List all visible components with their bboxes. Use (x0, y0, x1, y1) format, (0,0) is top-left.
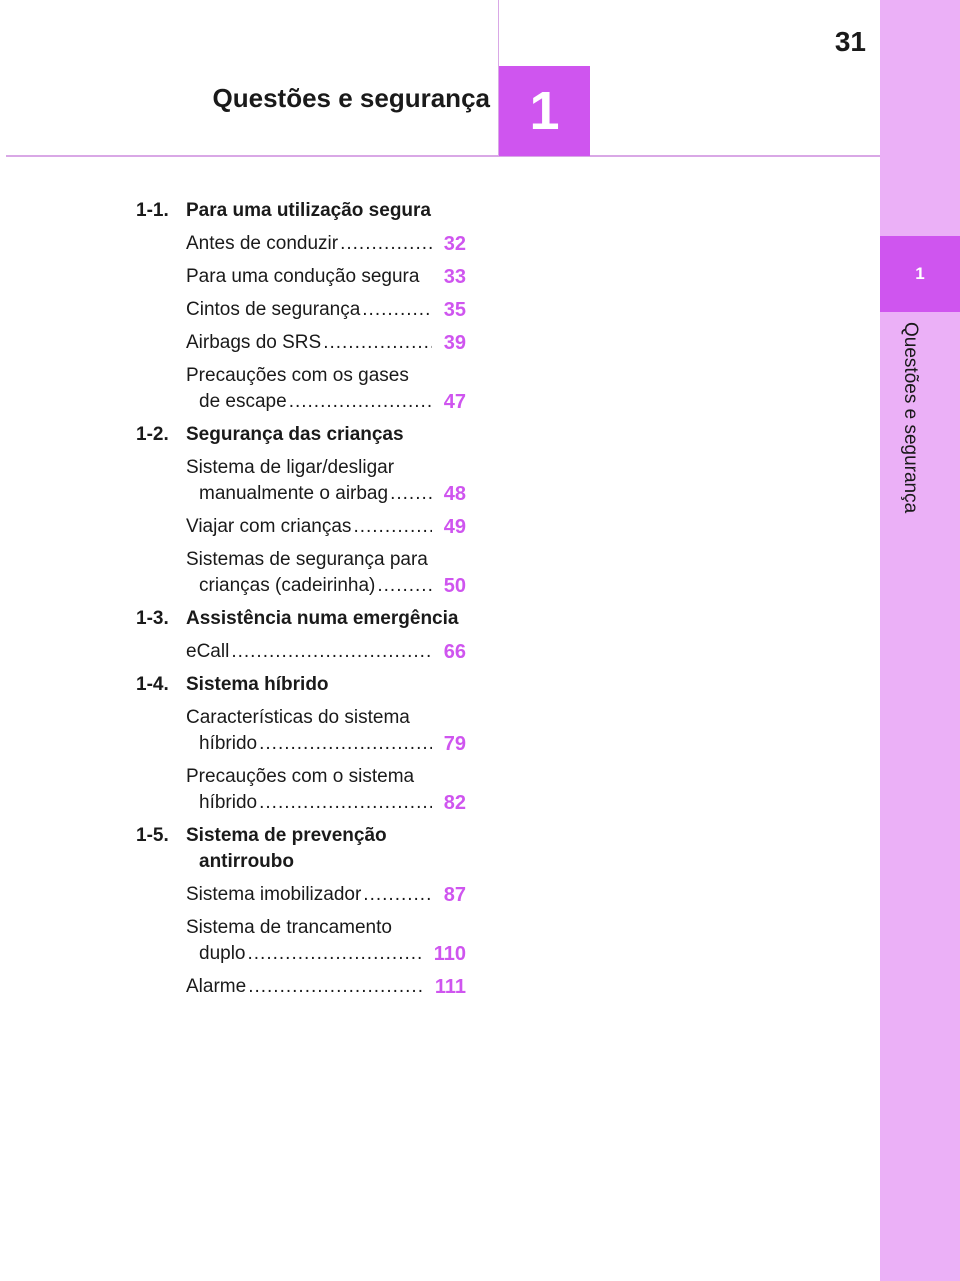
toc-entry[interactable] (186, 231, 466, 257)
entry-page[interactable]: 87 (443, 884, 466, 906)
entry-text: Airbags do SRS (186, 332, 322, 353)
entry-text: Viajar com crianças (186, 516, 352, 537)
toc-entry[interactable] (186, 514, 466, 540)
entry-text: duplo (199, 943, 246, 964)
entry-text: Para uma condução segura (186, 266, 420, 287)
entry-text: Cintos de segurança (186, 299, 361, 320)
leader-dots (340, 231, 432, 257)
section-number: 1-2. (136, 424, 169, 445)
entry-text-line1: Precauções com os gases (186, 365, 409, 386)
side-tab-strip (880, 0, 960, 1281)
leader-dots (259, 790, 432, 816)
entry-text: de escape (199, 391, 287, 412)
chapter-title: Questões e segurança (212, 83, 490, 113)
entry-page[interactable]: 32 (443, 233, 466, 255)
entry-page[interactable]: 82 (443, 792, 466, 814)
leader-dots (353, 514, 432, 540)
entry-page[interactable]: 47 (443, 391, 466, 413)
leader-dots (289, 389, 432, 415)
section-title-line2: antirroubo (199, 851, 294, 872)
leader-dots (248, 974, 422, 1000)
side-tab-label: Questões e segurança (900, 322, 921, 514)
entry-text-line1: Sistema de ligar/desligar (186, 457, 395, 478)
entry-text: Sistema imobilizador (186, 884, 362, 905)
entry-text-line1: Sistemas de segurança para (186, 549, 428, 570)
section-number: 1-5. (136, 825, 169, 846)
entry-text: manualmente o airbag (199, 483, 389, 504)
toc-entry[interactable] (186, 882, 466, 908)
header-divider-horizontal (6, 155, 880, 157)
chapter-side-tab[interactable] (880, 236, 960, 312)
table-of-contents (136, 198, 466, 1007)
leader-dots (390, 481, 432, 507)
entry-page[interactable]: 39 (443, 332, 466, 354)
leader-dots (323, 330, 432, 356)
leader-dots (248, 941, 423, 967)
toc-entry[interactable] (186, 974, 466, 1000)
leader-dots (259, 731, 432, 757)
toc-entry[interactable] (186, 363, 466, 415)
entry-text: Antes de conduzir (186, 233, 339, 254)
toc-section (136, 606, 466, 632)
toc-entry[interactable] (186, 297, 466, 323)
entry-text: crianças (cadeirinha) (199, 575, 376, 596)
toc-section (136, 672, 466, 698)
leader-dots (231, 639, 432, 665)
section-number: 1-4. (136, 674, 169, 695)
entry-text-line1: Características do sistema (186, 707, 410, 728)
entry-page[interactable]: 66 (443, 641, 466, 663)
side-tab-number: 1 (915, 264, 925, 283)
toc-entry[interactable] (186, 455, 466, 507)
entry-text-line1: Sistema de trancamento (186, 917, 392, 938)
toc-section (136, 198, 466, 224)
entry-page[interactable]: 35 (443, 299, 466, 321)
entry-page[interactable]: 110 (433, 943, 466, 965)
chapter-number: 1 (529, 81, 560, 141)
section-number: 1-1. (136, 200, 169, 221)
entry-text: híbrido (199, 792, 258, 813)
toc-entry[interactable] (186, 330, 466, 356)
chapter-number-box (499, 66, 590, 156)
section-title: Assistência numa emergência (186, 608, 459, 629)
toc-section (136, 823, 466, 875)
entry-text-line1: Precauções com o sistema (186, 766, 415, 787)
entry-text: Alarme (186, 976, 247, 997)
toc-entry[interactable] (186, 705, 466, 757)
leader-dots (377, 573, 432, 599)
toc-entry[interactable] (186, 264, 466, 290)
entry-text: híbrido (199, 733, 258, 754)
entry-page[interactable]: 48 (443, 483, 466, 505)
toc-section (136, 422, 466, 448)
toc-entry[interactable] (186, 639, 466, 665)
section-number: 1-3. (136, 608, 169, 629)
page-number: 31 (834, 26, 866, 57)
entry-page[interactable]: 50 (443, 575, 466, 597)
section-title: Para uma utilização segura (186, 200, 431, 221)
toc-entry[interactable] (186, 764, 466, 816)
leader-dots (363, 882, 432, 908)
entry-page[interactable]: 49 (443, 516, 466, 538)
entry-page[interactable]: 33 (443, 266, 466, 288)
section-title: Segurança das crianças (186, 424, 404, 445)
entry-page[interactable]: 111 (434, 976, 466, 998)
toc-entry[interactable] (186, 547, 466, 599)
entry-page[interactable]: 79 (443, 733, 466, 755)
section-title: Sistema de prevenção (186, 825, 387, 846)
section-title: Sistema híbrido (186, 674, 329, 695)
entry-text: eCall (186, 641, 230, 662)
toc-entry[interactable] (186, 915, 466, 967)
leader-dots (362, 297, 432, 323)
